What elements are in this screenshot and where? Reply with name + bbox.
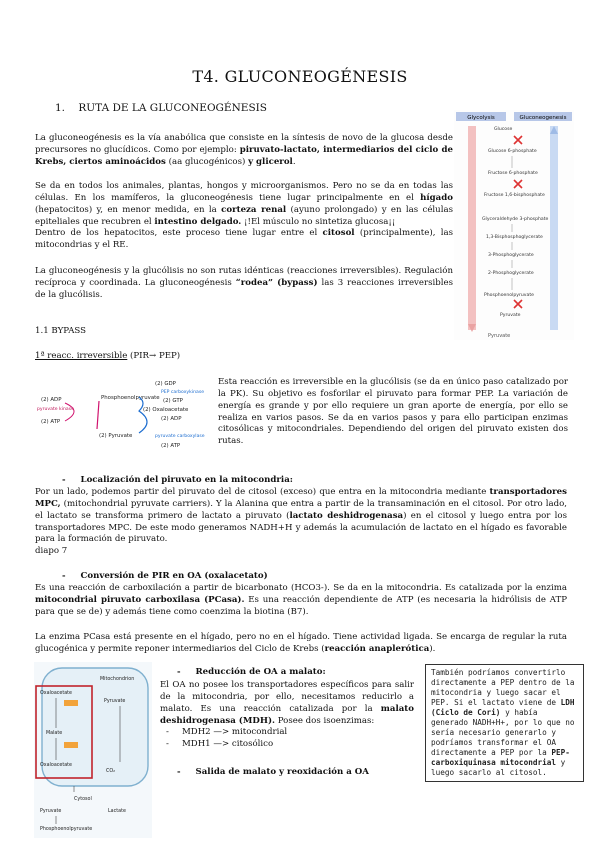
list-item: - MDH1 —> citosólico bbox=[160, 739, 410, 751]
pathway-node: 1,3-Bisphosphoglycerate bbox=[486, 235, 543, 240]
list-item: - MDH2 —> mitocondrial bbox=[160, 727, 410, 739]
pathway-node: 2-Phosphoglycerate bbox=[488, 271, 534, 276]
pathway-node: 3-Phosphoglycerate bbox=[488, 253, 534, 258]
pep-bypass-reaction-figure bbox=[35, 377, 210, 452]
glycolysis-label: Glycolysis bbox=[467, 115, 495, 121]
adp2-label: (2) ADP bbox=[161, 416, 182, 422]
pathway-caption: Pyruvate bbox=[488, 333, 511, 339]
gdp-label: (2) GDP bbox=[155, 381, 176, 387]
malate-label: Malate bbox=[46, 731, 63, 736]
pep-label: Phosphoenolpyruvate bbox=[101, 395, 160, 401]
atp2-label: (2) ATP bbox=[161, 443, 181, 449]
atp-label: (2) ATP bbox=[41, 419, 61, 425]
intro-paragraph-1: La gluconeogénesis es la vía anabólica que consiste en la síntesis de novo de la glucosa desde precursores no glucídicos. Como por ejemplo: piruvato-lactato, intermediarios del ciclo de Krebs, ciertos aminoácidos (aa glucogénicos) y glicerol. bbox=[35, 133, 453, 167]
localizacion-text: Por un lado, podemos partir del piruvato del de citosol (exceso) que entra en la mitocondria mediante transportadores MPC, (mitochondrial pyruvate carriers). Y la Alanina que entra a partir de la transaminación en el citosol. Por otro lado, el lactato se transforma primero de lactato a piruvato (lactato deshidrogenasa) en el citosol y luego entra por los transportadores MPC. De este modo generamos NADH+H y además la acumulación de lactato en el hígado es favorable para la formación de piruvato. diapo 7 bbox=[35, 487, 568, 557]
adp-label: (2) ADP bbox=[41, 397, 62, 403]
mitochondrion-figure bbox=[34, 662, 152, 838]
side-note-box: También podríamos convertirlo directamente a PEP dentro de la mitocondria y luego sacar el PEP. Si el lactato viene de LDH (Ciclo de Cori) y había generado NADH+H+, por lo que no sería necesario generarlo y podríamos transformar el OA directamente a PEP por la PEP-carboxiquinasa mitocondrial y luego sacarlo al citosol. bbox=[425, 664, 584, 782]
bypass-heading: 1.1 BYPASS bbox=[35, 326, 87, 336]
mito-co2-label: CO₂ bbox=[106, 769, 116, 774]
gtp-label: (2) GTP bbox=[163, 398, 183, 404]
cytosol-pyruvate-label: Pyruvate bbox=[40, 809, 62, 814]
pepck-label: PEP carboxykinase bbox=[161, 390, 205, 395]
pathway-node: Fructose 1,6-bisphosphate bbox=[484, 193, 545, 198]
pcase-label: pyruvate carboxylase bbox=[155, 434, 205, 439]
gluconeogenesis-pathway-figure bbox=[454, 110, 574, 340]
mitochondrion-label: Mitochondrion bbox=[100, 677, 135, 682]
bypass-subheading: 1ª reacc. irreversible (PIR→ PEP) bbox=[35, 351, 181, 361]
mito-pyruvate-label: Pyruvate bbox=[104, 699, 126, 704]
enzyme-label: pyruvate kinase bbox=[37, 407, 74, 412]
intro-paragraph-4: La gluconeogénesis y la glucólisis no son rutas idénticas (reacciones irreversibles). Regulación recíproca y coordinada. La gluconeogénesis “rodea” (bypass) las 3 reacciones irreversibles de la glucólisis. bbox=[35, 266, 453, 300]
reduccion-heading: - Reducción de OA a malato: bbox=[177, 667, 326, 677]
pyruvate-label: (2) Pyruvate bbox=[99, 433, 133, 439]
bypass-text: Esta reacción es irreversible en la glucólisis (se da en único paso catalizado por la PK). Su objetivo es fosforilar el piruvato para formar PEP. La variación de energía es grande y por ello requiere un gran aporte de energía, por ello se realiza en varios pasos. Se da en varios pasos y para ello participan enzimas citosólicas y mitocondriales. Dependiendo del origen del piruvato existen dos rutas. bbox=[218, 377, 568, 447]
section-heading bbox=[55, 101, 267, 115]
salida-heading: - Salida de malato y reoxidación a OA bbox=[177, 767, 369, 777]
pathway-node: Pyruvate bbox=[500, 313, 521, 318]
lactate-label: Lactate bbox=[108, 809, 126, 814]
pathway-node: Glucose bbox=[494, 127, 513, 132]
oaa-label: Oxaloacetate bbox=[40, 691, 73, 696]
intro-paragraph-2: Se da en todos los animales, plantas, hongos y microorganismos. Pero no se da en todas las células. En los mamíferos, la gluconeogénesis tiene lugar principalmente en el hígado (hepatocitos) y, en menor medida, en la corteza renal (ayuno prolongado) y en las células epiteliales que recubren el intestino delgado. ¡!El músculo no sintetiza glucosa¡¡ Dentro de los hepatocitos, este proceso tiene lugar entre el citosol (principalmente), las mitocondrias y el RE. bbox=[35, 181, 453, 251]
conversion-heading: - Conversión de PIR en OA (oxalacetato) bbox=[62, 571, 268, 581]
oxaloacetate-label: (2) Oxaloacetate bbox=[143, 407, 189, 413]
reduccion-text: El OA no posee los transportadores específicos para salir de la mitocondria, por ello, necesitamos reducirlo a malato. Es una reacción catalizada por la malato deshidrogenasa (MDH). Posee dos isoenzimas: bbox=[160, 680, 414, 726]
section-title: RUTA DE LA GLUCONEOGÉNESIS bbox=[78, 102, 267, 114]
isoenzyme-list bbox=[160, 727, 410, 751]
pathway-node: Glyceraldehyde 3-phosphate bbox=[482, 217, 549, 222]
section-number: 1. bbox=[55, 102, 66, 114]
cytosol-label: Cytosol bbox=[74, 797, 92, 802]
conversion-text: Es una reacción de carboxilación a partir de bicarbonato (HCO3-). Se da en la mitocondria. Es catalizada por la enzima mitocondrial piruvato carboxilasa (PCasa). Es una reacción dependiente de ATP (es necesaria la hidrólisis de ATP para que se de) y además tiene como coenzima la biotina (B7). bbox=[35, 583, 567, 617]
pathway-node: Glucose 6-phosphate bbox=[488, 149, 537, 154]
pathway-node: Phosphoenolpyruvate bbox=[484, 293, 534, 298]
gluconeogenesis-label: Gluconeogenesis bbox=[519, 115, 567, 121]
pathway-node: Fructose 6-phosphate bbox=[488, 171, 538, 176]
conversion-text-2: La enzima PCasa está presente en el hígado, pero no en el hígado. Tiene actividad ligada. Se encarga de regular la ruta glucogénica y permite reponer intermediarios del Ciclo de Krebs (reacción anaplerótica). bbox=[35, 632, 567, 654]
oaa2-label: Oxaloacetate bbox=[40, 763, 73, 768]
page-title: T4. GLUCONEOGÉNESIS bbox=[192, 67, 408, 86]
pep-cytosol-label: Phosphoenolpyruvate bbox=[40, 827, 93, 832]
localizacion-heading: - Localización del piruvato en la mitocondria: bbox=[62, 475, 293, 485]
